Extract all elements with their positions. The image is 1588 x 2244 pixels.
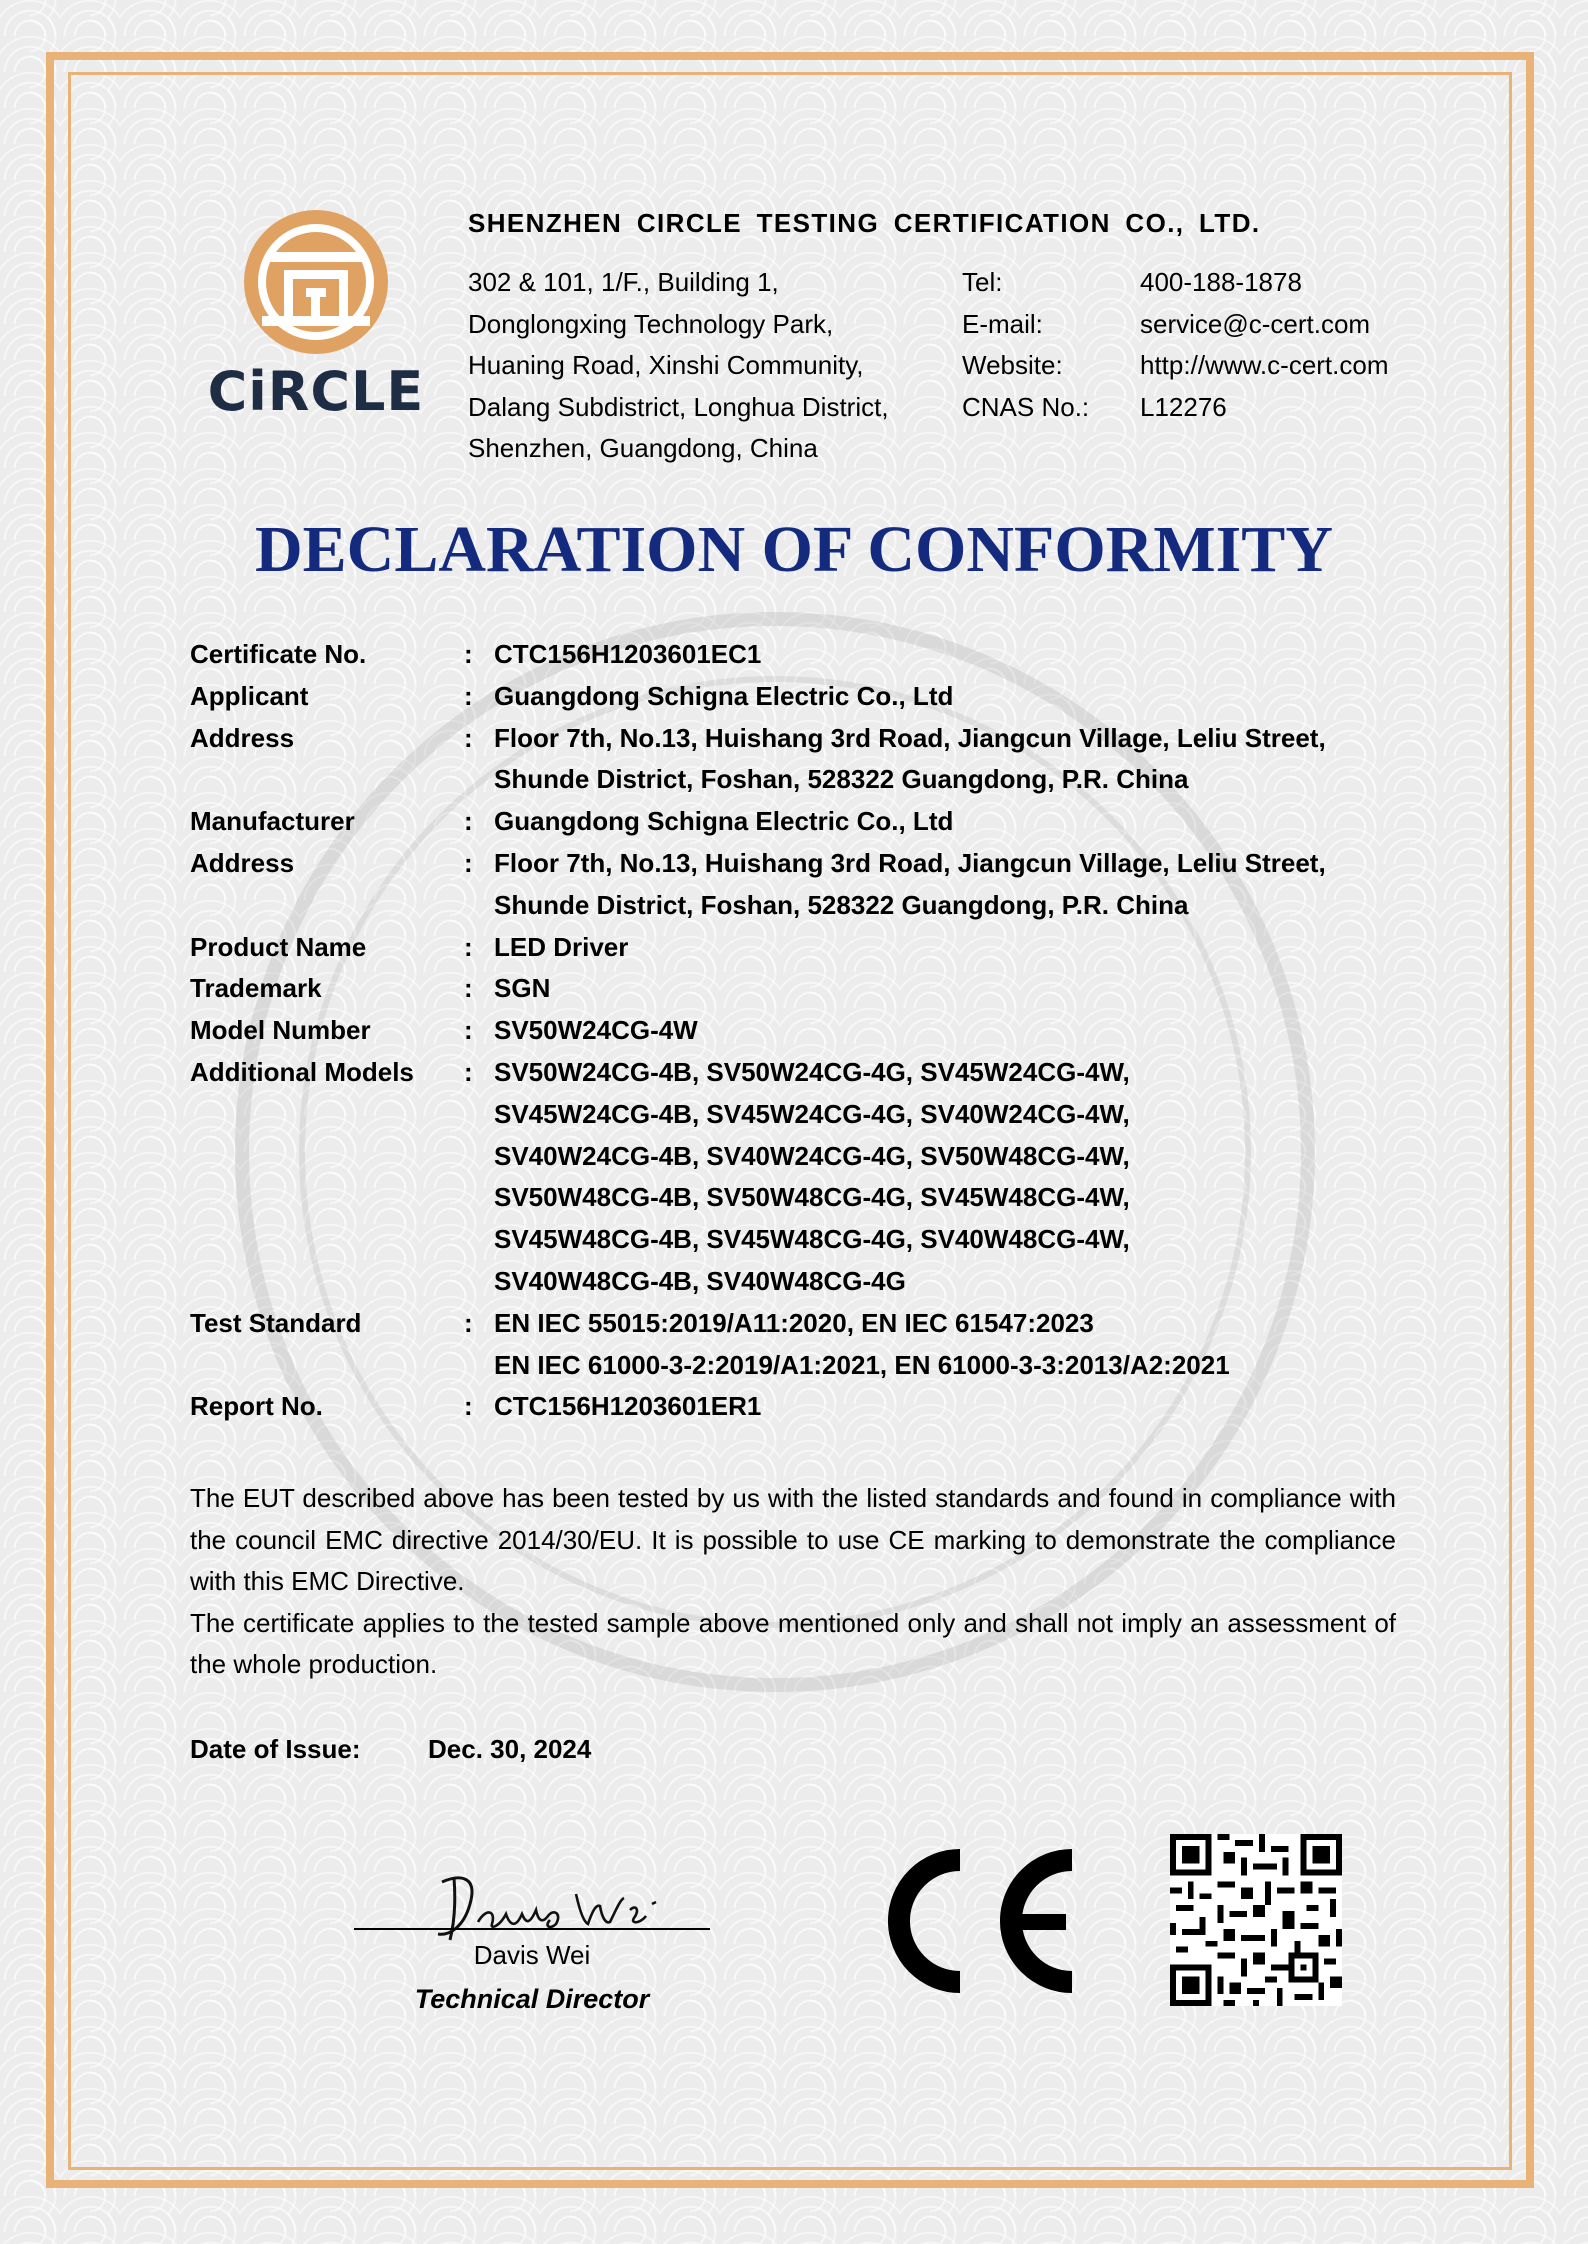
contact-value: 400-188-1878	[1140, 267, 1302, 297]
logo-wordmark: CiRCLE	[207, 360, 425, 423]
document-title: DECLARATION OF CONFORMITY	[254, 513, 1333, 586]
field-additional-models	[190, 1052, 1394, 1303]
contact-value: http://www.c-cert.com	[1140, 350, 1389, 380]
company-address	[468, 262, 889, 470]
contact-label: E-mail:	[962, 308, 1043, 339]
company-name: SHENZHEN CIRCLE TESTING CERTIFICATION CO., LTD.	[468, 208, 1261, 238]
field-value	[494, 718, 1394, 802]
date-of-issue	[190, 1734, 591, 1765]
value-line: Shunde District, Foshan, 528322 Guangdong, P.R. China	[494, 889, 1189, 920]
field-colon: :	[464, 1307, 473, 1338]
value-line: SV50W48CG-4B, SV50W48CG-4G, SV45W48CG-4W,	[494, 1182, 1130, 1213]
circle-logo-icon	[196, 210, 436, 360]
address-line: Dalang Subdistrict, Longhua District,	[468, 391, 889, 422]
contact-email	[962, 304, 1389, 346]
field-label: Report No.	[190, 1391, 323, 1422]
signatory-name: Davis Wei	[473, 1940, 591, 1970]
value-line: Floor 7th, No.13, Huishang 3rd Road, Jiangcun Village, Leliu Street,	[494, 722, 1326, 753]
field-value: CTC156H1203601ER1	[494, 1391, 762, 1422]
field-product-name	[190, 927, 1394, 969]
value-line: Floor 7th, No.13, Huishang 3rd Road, Jiangcun Village, Leliu Street,	[494, 847, 1326, 878]
field-test-standard	[190, 1303, 1394, 1387]
field-report-no	[190, 1386, 1394, 1428]
contact-label: Website:	[962, 350, 1063, 380]
signatory-title: Technical Director	[414, 1984, 650, 2014]
qr-code-icon	[1170, 1834, 1342, 2006]
field-value: CTC156H1203601EC1	[494, 639, 762, 669]
contact-cnas	[962, 387, 1389, 429]
signature-line	[354, 1928, 710, 1930]
field-value	[494, 1303, 1394, 1387]
value-line: SV45W48CG-4B, SV45W48CG-4G, SV40W48CG-4W,	[494, 1224, 1130, 1255]
field-value	[494, 1052, 1394, 1303]
field-label: Address	[190, 722, 295, 753]
address-line: 302 & 101, 1/F., Building 1,	[468, 267, 779, 297]
contact-label: CNAS No.:	[962, 391, 1090, 422]
field-applicant	[190, 676, 1394, 718]
field-value: SGN	[494, 973, 551, 1004]
field-applicant-address	[190, 718, 1394, 802]
field-label: Address	[190, 847, 295, 878]
address-line: Huaning Road, Xinshi Community,	[468, 350, 864, 380]
value-line: SV40W48CG-4B, SV40W48CG-4G	[494, 1265, 906, 1296]
value-line: EN IEC 61000-3-2:2019/A1:2021, EN 61000-3-3:2013/A2:2021	[494, 1349, 1230, 1380]
field-value	[494, 843, 1394, 927]
field-value: Guangdong Schigna Electric Co., Ltd	[494, 680, 954, 711]
statement-paragraph: The EUT described above has been tested by us with the listed standards and found in compliance with the council EMC directive 2014/30/EU. It is possible to use CE marking to demonstrate the compliance with this EMC Directive.	[190, 1483, 1396, 1596]
issue-label: Date of Issue:	[190, 1734, 361, 1764]
field-manufacturer	[190, 801, 1394, 843]
field-label: Model Number	[190, 1015, 371, 1046]
value-line: EN IEC 55015:2019/A11:2020, EN IEC 61547:2023	[494, 1307, 1094, 1338]
field-colon: :	[464, 1056, 473, 1087]
field-label: Product Name	[190, 931, 367, 962]
signature-scribble	[430, 1864, 670, 1944]
company-contacts	[962, 262, 1389, 428]
field-colon: :	[464, 1391, 473, 1422]
field-colon: :	[464, 847, 473, 878]
field-manufacturer-address	[190, 843, 1394, 927]
issue-date: Dec. 30, 2024	[428, 1734, 592, 1764]
value-line: SV40W24CG-4B, SV40W24CG-4G, SV50W48CG-4W,	[494, 1140, 1130, 1171]
field-label: Additional Models	[190, 1056, 414, 1087]
ce-mark-icon	[866, 1842, 1076, 2000]
contact-label: Tel:	[962, 267, 1003, 297]
field-colon: :	[464, 973, 473, 1004]
compliance-statement	[190, 1478, 1396, 1686]
field-label: Test Standard	[190, 1307, 362, 1338]
field-colon: :	[464, 1015, 473, 1046]
field-colon: :	[464, 806, 473, 837]
field-label: Applicant	[190, 680, 309, 711]
field-colon: :	[464, 722, 473, 753]
field-value: Guangdong Schigna Electric Co., Ltd	[494, 806, 954, 837]
field-value: SV50W24CG-4W	[494, 1015, 698, 1046]
contact-tel	[962, 262, 1389, 304]
field-trademark	[190, 968, 1394, 1010]
field-value: LED Driver	[494, 931, 629, 962]
address-line: Shenzhen, Guangdong, China	[468, 433, 818, 463]
field-model-number	[190, 1010, 1394, 1052]
field-label: Certificate No.	[190, 639, 367, 669]
field-certificate-no	[190, 634, 1394, 676]
field-label: Trademark	[190, 973, 322, 1004]
contact-website	[962, 345, 1389, 387]
contact-value: L12276	[1140, 391, 1227, 422]
value-line: Shunde District, Foshan, 528322 Guangdong, P.R. China	[494, 764, 1189, 795]
statement-paragraph: The certificate applies to the tested sample above mentioned only and shall not imply an assessment of the whole production.	[190, 1607, 1396, 1679]
field-colon: :	[464, 680, 473, 711]
field-colon: :	[464, 931, 473, 962]
address-line: Donglongxing Technology Park,	[468, 308, 834, 339]
contact-value: service@c-cert.com	[1140, 308, 1371, 339]
value-line: SV45W24CG-4B, SV45W24CG-4G, SV40W24CG-4W,	[494, 1098, 1130, 1129]
value-line: SV50W24CG-4B, SV50W24CG-4G, SV45W24CG-4W,	[494, 1056, 1130, 1087]
field-colon: :	[464, 639, 473, 669]
field-label: Manufacturer	[190, 806, 355, 837]
certificate-fields	[190, 634, 1394, 1428]
company-logo	[196, 210, 436, 435]
